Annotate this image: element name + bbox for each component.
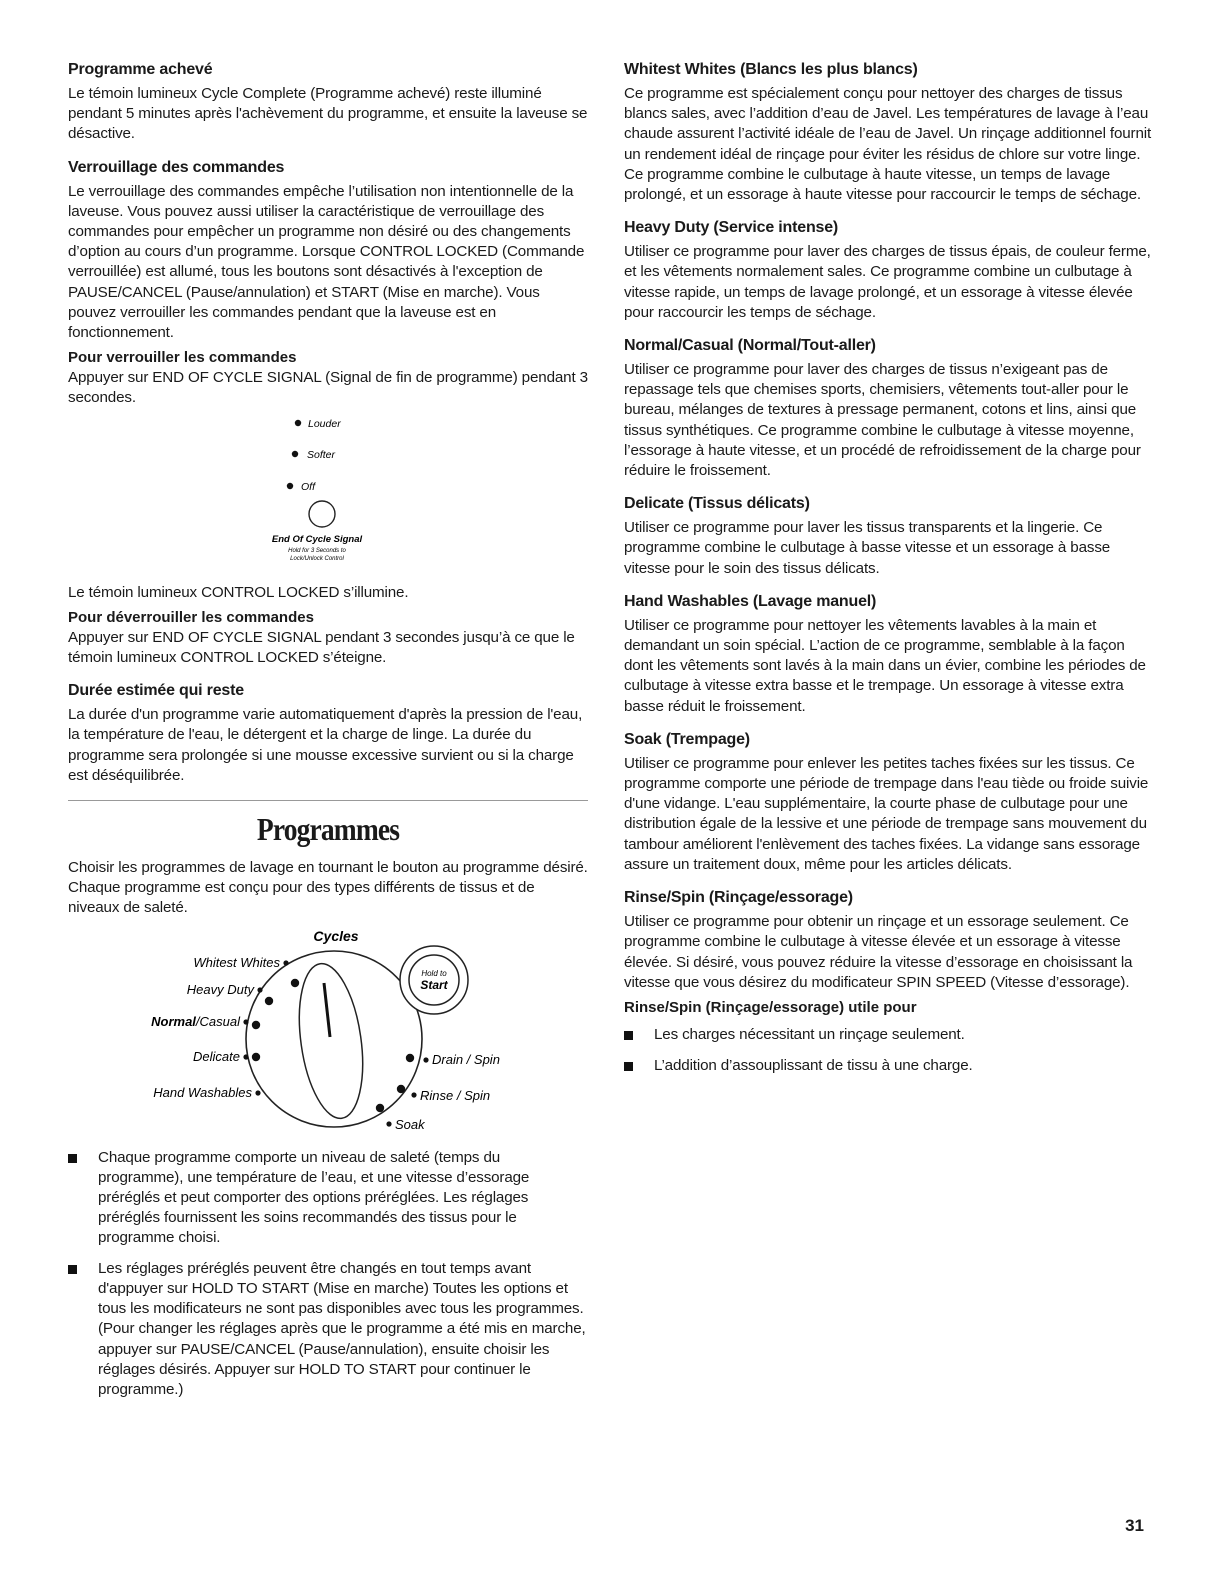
- cycle-label-rinse-spin: Rinse / Spin: [420, 1087, 491, 1103]
- cycle-label-hand-washables: Hand Washables: [153, 1084, 252, 1100]
- end-of-cycle-signal-button[interactable]: [309, 501, 335, 527]
- section-duree: [68, 681, 588, 786]
- section-hand-washables: [624, 592, 1152, 717]
- heavy-indicator-icon: [265, 996, 273, 1004]
- heading-whitest-whites: Whitest Whites (Blancs les plus blancs): [624, 61, 918, 78]
- cycle-label-casual: /Casual: [195, 1013, 240, 1029]
- cycle-label-normal-casual: [151, 1014, 241, 1029]
- section-heavy-duty: [624, 218, 1152, 323]
- signal-panel-illustration: [68, 415, 588, 569]
- text-whitest-whites: Ce programme est spécialement conçu pour nettoyer des charges de tissus blancs sales, avec l’addition d’eau de Javel. Les températures de lavage à l’eau chaude assurent l’activité idéale de l’eau de Javel. Un rinçage additionnel fournit un rendement idéal de rinçage pour éviter les résidus de chlore sur votre linge. Ce programme combine le culbutage à haute vitesse, un temps de lavage prolongé, et un essorage à haute vitesse pour raccourcir le temps de séchage.: [624, 85, 1152, 204]
- text-duree: La durée d'un programme varie automatiquement d'après la pression de l'eau, la température de l'eau, le détergent et la charge de linge. La durée du programme sera prolongée si une mousse excessive survient ou si la charge est déséquilibrée.: [68, 706, 583, 784]
- off-label: Off: [301, 480, 316, 493]
- section-normal-casual: [624, 336, 1152, 481]
- heading-rinse-spin: Rinse/Spin (Rinçage/essorage): [624, 889, 853, 907]
- heading-heavy-duty: Heavy Duty (Service intense): [624, 219, 839, 237]
- page-number: 31: [1125, 1516, 1144, 1535]
- heading-programme-acheve: Programme achevé: [68, 61, 213, 78]
- rinse-indicator-icon: [397, 1084, 405, 1092]
- section-whitest-whites: [624, 60, 1152, 205]
- hold-to-label: Hold to: [421, 968, 447, 978]
- text-normal-casual: Utiliser ce programme pour laver des charges de tissus n’exigeant pas de repassage tels que chemises sports, chemisiers, vêtements tout-aller pour le bureau, mélanges de textures à pressage permanent, cotons et lins, ainsi que tissus synthétiques. Ce programme combine le culbutage à vitesse moyenne, l’essorage à haute vitesse, et un procédé de refroidissement de la charge pour réduire le froissement.: [624, 361, 1141, 480]
- section-divider: [68, 800, 588, 801]
- rinse-dot-icon: [411, 1092, 416, 1097]
- list-item: Chaque programme comporte un niveau de saleté (temps du programme), une température de l’eau, et une vitesse d’essorage préréglés et peut comporter des options préréglées. Les réglages préréglés fournissent les soins recommandés des tissus pour le programme choisi.: [68, 1148, 588, 1249]
- delicate-dot-icon: [243, 1054, 248, 1059]
- cycle-label-whitest-whites: Whitest Whites: [193, 954, 280, 970]
- cycle-label-drain-spin: Drain / Spin: [432, 1051, 500, 1067]
- section-soak: [624, 730, 1152, 875]
- drain-dot-icon: [423, 1057, 428, 1062]
- text-verrouillage: Le verrouillage des commandes empêche l’utilisation non intentionnelle de la laveuse. Vous pouvez aussi utiliser la caractéristique de verrouillage des commandes pour empêcher un programme non désiré ou des changements d’option au cours d’un programme. Lorsque CONTROL LOCKED (Commande verrouillée) est allumé, tous les boutons sont désactivés à l'exception de PAUSE/CANCEL (Pause/annulation) et START (Mise en marche). Vous pouvez verrouiller les commandes pendant que la laveuse est en fonctionnement.: [68, 182, 585, 342]
- list-item: Les charges nécessitant un rinçage seulement.: [624, 1025, 1152, 1045]
- whitest-dot-icon: [283, 960, 288, 965]
- heading-verrouillage: Verrouillage des commandes: [68, 158, 285, 176]
- heading-normal-casual: Normal/Casual (Normal/Tout-aller): [624, 337, 876, 355]
- hand-dot-icon: [255, 1090, 260, 1095]
- drain-indicator-icon: [406, 1053, 414, 1061]
- section-rinse-spin: [624, 888, 1152, 1076]
- section-programme-acheve: [68, 60, 588, 145]
- page-title-programmes: Programmes: [256, 811, 400, 848]
- text-lock: Appuyer sur END OF CYCLE SIGNAL (Signal de fin de programme) pendant 3 secondes.: [68, 369, 588, 407]
- cycles-heading: Cycles: [313, 927, 359, 944]
- cycle-label-soak: Soak: [395, 1116, 425, 1132]
- text-hand-washables: Utiliser ce programme pour nettoyer les vêtements lavables à la main et demandant un soin spécial. L’action de ce programme, semblable à la façon dont les vêtements sont lavés à la main dans un évier, combine les périodes de culbutage à vitesse extra basse et le trempage. Un essorage à vitesse extra basse réduit le froissement.: [624, 616, 1146, 715]
- normal-indicator-icon: [252, 1020, 260, 1028]
- text-soak: Utiliser ce programme pour enlever les petites taches fixées sur les tissus. Ce programme comporte une période de trempage dans l'eau tiède ou froide suivie d'une vidange. L'eau supplémentaire, la courte phase de culbutage pour une distribution égale de la lessive et une période de trempage sans mouvement du tambour améliorent l'enlèvement des taches fixées. La vidange sans essorage assure un traitement doux, même pour les articles délicats.: [624, 754, 1149, 873]
- section-delicate: [624, 494, 1152, 579]
- normal-dot-icon: [243, 1019, 248, 1024]
- softer-indicator-icon: [292, 450, 298, 456]
- delicate-indicator-icon: [252, 1052, 260, 1060]
- off-indicator-icon: [287, 482, 293, 488]
- cycle-dial-illustration: [68, 925, 588, 1140]
- louder-label: Louder: [308, 417, 341, 430]
- heading-rinse-useful: Rinse/Spin (Rinçage/essorage) utile pour: [624, 998, 917, 1016]
- rinse-bullet-list: [624, 1025, 1152, 1076]
- soak-indicator-icon: [376, 1103, 384, 1111]
- text-control-locked-lit: Le témoin lumineux CONTROL LOCKED s’illumine.: [68, 583, 409, 601]
- heading-soak: Soak (Trempage): [624, 730, 750, 748]
- heading-delicate: Delicate (Tissus délicats): [624, 495, 810, 513]
- end-of-cycle-signal-label: End Of Cycle Signal: [271, 533, 363, 545]
- text-unlock: Appuyer sur END OF CYCLE SIGNAL pendant 3 secondes jusqu’à ce que le témoin lumineux CONTROL LOCKED s’éteigne.: [68, 628, 575, 667]
- section-verrouillage: [68, 158, 588, 669]
- heading-lock: Pour verrouiller les commandes: [68, 349, 297, 367]
- programmes-bullet-list: [68, 1148, 588, 1400]
- cycle-label-normal-bold: Normal: [151, 1013, 196, 1029]
- end-of-cycle-signal-sub2: Lock/Unlock Control: [290, 555, 344, 562]
- cycle-dial-svg: [68, 925, 588, 1140]
- section-programmes: [68, 811, 588, 1400]
- softer-label: Softer: [307, 448, 336, 461]
- right-column: [624, 60, 1152, 1089]
- start-label: Start: [420, 977, 448, 992]
- list-item: Les réglages préréglés peuvent être changés en tout temps avant d'appuyer sur HOLD TO START (Mise en marche) Toutes les options et tous les modificateurs ne sont pas disponibles avec tous les programmes. (Pour changer les réglages après que le programme a été mis en marche, appuyer sur PAUSE/CANCEL (Pause/annulation), ensuite choisir les réglages désirés. Appuyer sur HOLD TO START pour continuer le programme.): [68, 1259, 588, 1400]
- heavy-dot-icon: [257, 987, 262, 992]
- left-column: [68, 60, 588, 1410]
- text-rinse-spin: Utiliser ce programme pour obtenir un rinçage et un essorage seulement. Ce programme combine le culbutage à vitesse élevée et un essorage à vitesse élevée. Si désiré, vous pouvez réduire la vitesse d’essorage en choisissant la vitesse que vous désirez du modificateur SPIN SPEED (Vitesse d’essorage).: [624, 913, 1133, 991]
- whitest-indicator-icon: [291, 978, 299, 986]
- end-of-cycle-signal-sub1: Hold for 3 Seconds to: [288, 547, 346, 554]
- heading-unlock: Pour déverrouiller les commandes: [68, 608, 314, 626]
- text-programme-acheve: Le témoin lumineux Cycle Complete (Programme achevé) reste illuminé pendant 5 minutes après l'achèvement du programme, et ensuite la laveuse se désactive.: [68, 85, 588, 143]
- cycle-label-delicate: Delicate: [193, 1048, 240, 1064]
- text-programmes-intro: Choisir les programmes de lavage en tournant le bouton au programme désiré. Chaque programme est conçu pour des types différents de tissus et de niveaux de saleté.: [68, 859, 588, 917]
- louder-indicator-icon: [295, 419, 301, 425]
- text-heavy-duty: Utiliser ce programme pour laver des charges de tissus épais, de couleur ferme, et les vêtements normalement sales. Ce programme combine un culbutage à vitesse rapide, un temps de lavage prolongé, et un essorage à vitesse élevée pour raccourcir les temps de séchage.: [624, 243, 1151, 321]
- end-of-cycle-signal-panel: [68, 415, 588, 569]
- soak-dot-icon: [386, 1121, 391, 1126]
- heading-duree: Durée estimée qui reste: [68, 682, 244, 700]
- heading-hand-washables: Hand Washables (Lavage manuel): [624, 592, 877, 610]
- list-item: L’addition d’assouplissant de tissu à une charge.: [624, 1056, 1152, 1076]
- cycle-label-heavy-duty: Heavy Duty: [186, 981, 254, 997]
- text-delicate: Utiliser ce programme pour laver les tissus transparents et la lingerie. Ce programme combine le culbutage à basse vitesse et un essorage à basse vitesse pour le soin des tissus délicats.: [624, 519, 1111, 577]
